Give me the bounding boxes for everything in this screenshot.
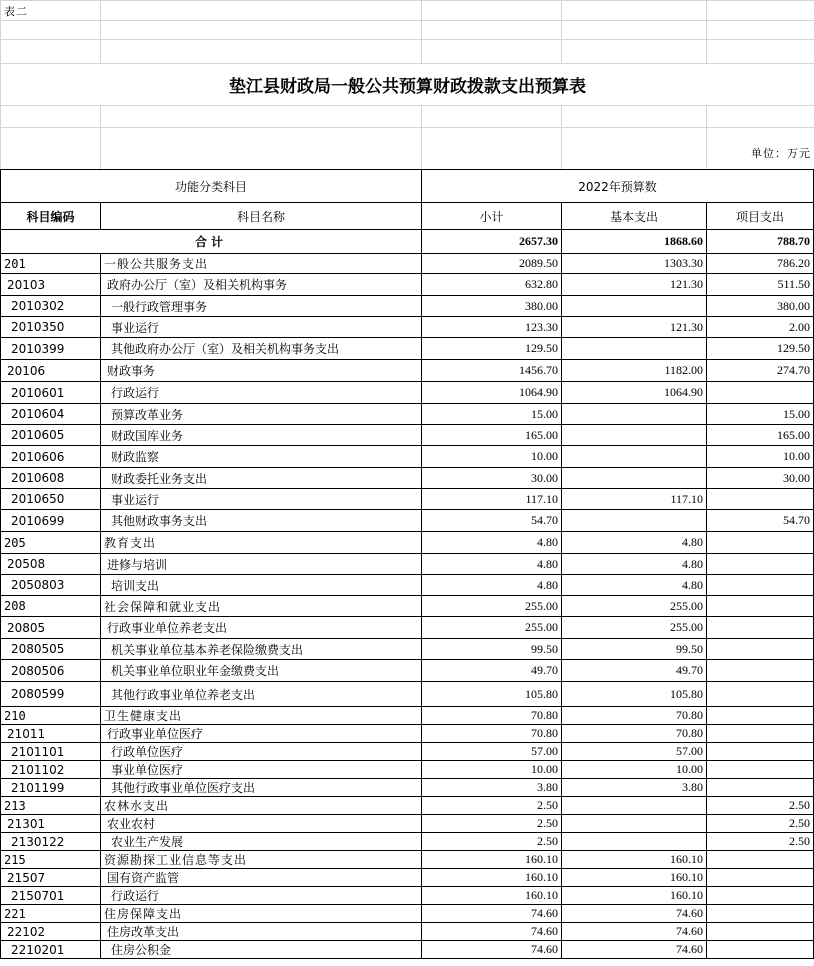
row-basic: 4.80 xyxy=(562,575,707,596)
row-subtotal: 4.80 xyxy=(422,575,562,596)
row-project xyxy=(707,743,814,761)
row-project: 2.50 xyxy=(707,815,814,833)
row-name: 进修与培训 xyxy=(101,554,422,575)
row-subtotal: 57.00 xyxy=(422,743,562,761)
row-name: 其他行政事业单位养老支出 xyxy=(101,682,422,707)
row-subtotal: 74.60 xyxy=(422,923,562,941)
table-row xyxy=(1,468,814,489)
table-row xyxy=(1,489,814,510)
row-basic xyxy=(562,833,707,851)
row-name: 住房公积金 xyxy=(101,941,422,959)
table-row xyxy=(1,575,814,596)
row-subtotal: 117.10 xyxy=(422,489,562,510)
row-basic: 74.60 xyxy=(562,923,707,941)
row-subtotal: 2.50 xyxy=(422,815,562,833)
table-row xyxy=(1,446,814,468)
table-row xyxy=(1,905,814,923)
table-row xyxy=(1,510,814,532)
row-subtotal: 2.50 xyxy=(422,797,562,815)
row-basic: 70.80 xyxy=(562,707,707,725)
row-subtotal: 255.00 xyxy=(422,617,562,639)
row-name: 政府办公厅（室）及相关机构事务 xyxy=(101,274,422,296)
row-basic: 121.30 xyxy=(562,317,707,338)
table-row xyxy=(1,707,814,725)
row-name: 住房保障支出 xyxy=(101,905,422,923)
row-subtotal: 3.80 xyxy=(422,779,562,797)
row-code: 213 xyxy=(1,797,101,815)
row-project: 54.70 xyxy=(707,510,814,532)
table-row xyxy=(1,941,814,959)
total-label: 合计 xyxy=(1,230,422,254)
table-row xyxy=(1,660,814,682)
row-name: 其他财政事务支出 xyxy=(101,510,422,532)
row-subtotal: 632.80 xyxy=(422,274,562,296)
row-project xyxy=(707,905,814,923)
row-basic: 160.10 xyxy=(562,887,707,905)
row-subtotal: 4.80 xyxy=(422,554,562,575)
row-basic xyxy=(562,338,707,360)
row-name: 行政运行 xyxy=(101,382,422,404)
table-row xyxy=(1,554,814,575)
total-row xyxy=(1,230,814,254)
table-row xyxy=(1,617,814,639)
row-subtotal: 255.00 xyxy=(422,596,562,617)
table-row xyxy=(1,869,814,887)
table-row xyxy=(1,923,814,941)
row-subtotal: 1064.90 xyxy=(422,382,562,404)
row-name: 一般公共服务支出 xyxy=(101,254,422,274)
row-code: 2010399 xyxy=(1,338,101,360)
row-project xyxy=(707,617,814,639)
row-basic: 70.80 xyxy=(562,725,707,743)
row-basic: 49.70 xyxy=(562,660,707,682)
row-name: 财政监察 xyxy=(101,446,422,468)
table-row xyxy=(1,639,814,660)
row-basic xyxy=(562,797,707,815)
row-code: 2080505 xyxy=(1,639,101,660)
row-subtotal: 15.00 xyxy=(422,404,562,425)
row-name: 机关事业单位职业年金缴费支出 xyxy=(101,660,422,682)
row-subtotal: 10.00 xyxy=(422,761,562,779)
row-subtotal: 160.10 xyxy=(422,869,562,887)
unit-label: 单位：万元 xyxy=(707,128,814,170)
table-row xyxy=(1,360,814,382)
table-row xyxy=(1,296,814,317)
row-project xyxy=(707,660,814,682)
table-row xyxy=(1,725,814,743)
row-name: 国有资产监管 xyxy=(101,869,422,887)
row-subtotal: 70.80 xyxy=(422,707,562,725)
page-title: 垫江县财政局一般公共预算财政拨款支出预算表 xyxy=(1,64,814,106)
row-code: 2130122 xyxy=(1,833,101,851)
header-basic: 基本支出 xyxy=(562,203,707,230)
row-subtotal: 4.80 xyxy=(422,532,562,554)
row-basic: 1303.30 xyxy=(562,254,707,274)
row-basic: 117.10 xyxy=(562,489,707,510)
row-project: 165.00 xyxy=(707,425,814,446)
row-project xyxy=(707,887,814,905)
row-name: 其他行政事业单位医疗支出 xyxy=(101,779,422,797)
row-basic: 74.60 xyxy=(562,905,707,923)
row-name: 事业单位医疗 xyxy=(101,761,422,779)
row-project: 274.70 xyxy=(707,360,814,382)
table-row xyxy=(1,317,814,338)
table-row xyxy=(1,761,814,779)
row-basic: 10.00 xyxy=(562,761,707,779)
sheet-top-area xyxy=(0,0,814,170)
row-code: 20103 xyxy=(1,274,101,296)
row-subtotal: 160.10 xyxy=(422,851,562,869)
row-project xyxy=(707,707,814,725)
budget-table xyxy=(0,169,814,959)
row-code: 2010650 xyxy=(1,489,101,510)
row-basic xyxy=(562,815,707,833)
row-subtotal: 49.70 xyxy=(422,660,562,682)
header-code: 科目编码 xyxy=(1,203,101,230)
row-subtotal: 380.00 xyxy=(422,296,562,317)
row-project xyxy=(707,682,814,707)
table-row xyxy=(1,682,814,707)
row-project: 129.50 xyxy=(707,338,814,360)
header-project: 项目支出 xyxy=(707,203,814,230)
row-project xyxy=(707,779,814,797)
row-name: 住房改革支出 xyxy=(101,923,422,941)
row-code: 2010604 xyxy=(1,404,101,425)
row-code: 2080506 xyxy=(1,660,101,682)
row-project: 380.00 xyxy=(707,296,814,317)
row-basic: 105.80 xyxy=(562,682,707,707)
row-project xyxy=(707,639,814,660)
row-code: 208 xyxy=(1,596,101,617)
row-subtotal: 1456.70 xyxy=(422,360,562,382)
row-name: 农业生产发展 xyxy=(101,833,422,851)
header-subtotal: 小计 xyxy=(422,203,562,230)
row-subtotal: 10.00 xyxy=(422,446,562,468)
row-project: 10.00 xyxy=(707,446,814,468)
header-functional-classification: 功能分类科目 xyxy=(1,170,422,203)
row-project xyxy=(707,725,814,743)
total-subtotal: 2657.30 xyxy=(422,230,562,254)
table-row xyxy=(1,254,814,274)
row-name: 行政运行 xyxy=(101,887,422,905)
row-project xyxy=(707,554,814,575)
row-name: 其他政府办公厅（室）及相关机构事务支出 xyxy=(101,338,422,360)
table-row xyxy=(1,382,814,404)
row-basic: 99.50 xyxy=(562,639,707,660)
row-project: 2.00 xyxy=(707,317,814,338)
row-subtotal: 129.50 xyxy=(422,338,562,360)
row-basic: 4.80 xyxy=(562,532,707,554)
row-name: 行政事业单位养老支出 xyxy=(101,617,422,639)
row-name: 行政事业单位医疗 xyxy=(101,725,422,743)
row-basic xyxy=(562,446,707,468)
row-project xyxy=(707,575,814,596)
row-subtotal: 2089.50 xyxy=(422,254,562,274)
row-subtotal: 165.00 xyxy=(422,425,562,446)
row-code: 221 xyxy=(1,905,101,923)
row-subtotal: 54.70 xyxy=(422,510,562,532)
total-basic: 1868.60 xyxy=(562,230,707,254)
table-row xyxy=(1,532,814,554)
table-row xyxy=(1,887,814,905)
row-code: 2010350 xyxy=(1,317,101,338)
row-basic: 160.10 xyxy=(562,851,707,869)
total-project: 788.70 xyxy=(707,230,814,254)
row-subtotal: 74.60 xyxy=(422,941,562,959)
row-project xyxy=(707,923,814,941)
row-code: 2010699 xyxy=(1,510,101,532)
row-code: 20106 xyxy=(1,360,101,382)
row-project: 30.00 xyxy=(707,468,814,489)
row-basic xyxy=(562,404,707,425)
row-name: 资源勘探工业信息等支出 xyxy=(101,851,422,869)
row-name: 财政委托业务支出 xyxy=(101,468,422,489)
row-subtotal: 30.00 xyxy=(422,468,562,489)
row-name: 事业运行 xyxy=(101,489,422,510)
row-code: 2010605 xyxy=(1,425,101,446)
row-basic xyxy=(562,425,707,446)
row-code: 2210201 xyxy=(1,941,101,959)
row-subtotal: 2.50 xyxy=(422,833,562,851)
row-name: 社会保障和就业支出 xyxy=(101,596,422,617)
row-name: 财政国库业务 xyxy=(101,425,422,446)
row-basic: 1182.00 xyxy=(562,360,707,382)
row-project xyxy=(707,941,814,959)
row-code: 21507 xyxy=(1,869,101,887)
row-subtotal: 123.30 xyxy=(422,317,562,338)
row-project xyxy=(707,532,814,554)
row-code: 2080599 xyxy=(1,682,101,707)
row-name: 行政单位医疗 xyxy=(101,743,422,761)
row-code: 2101101 xyxy=(1,743,101,761)
row-name: 事业运行 xyxy=(101,317,422,338)
row-subtotal: 105.80 xyxy=(422,682,562,707)
row-name: 一般行政管理事务 xyxy=(101,296,422,317)
row-code: 215 xyxy=(1,851,101,869)
row-code: 2150701 xyxy=(1,887,101,905)
row-basic: 3.80 xyxy=(562,779,707,797)
table-row xyxy=(1,274,814,296)
row-subtotal: 160.10 xyxy=(422,887,562,905)
row-basic: 121.30 xyxy=(562,274,707,296)
row-project xyxy=(707,851,814,869)
row-project xyxy=(707,596,814,617)
row-code: 2101199 xyxy=(1,779,101,797)
row-project: 2.50 xyxy=(707,797,814,815)
row-project xyxy=(707,489,814,510)
table-row xyxy=(1,851,814,869)
row-code: 20508 xyxy=(1,554,101,575)
row-project: 15.00 xyxy=(707,404,814,425)
row-project: 2.50 xyxy=(707,833,814,851)
table-row xyxy=(1,338,814,360)
table-row xyxy=(1,779,814,797)
row-basic xyxy=(562,296,707,317)
row-basic xyxy=(562,510,707,532)
row-project: 511.50 xyxy=(707,274,814,296)
header-name: 科目名称 xyxy=(101,203,422,230)
row-project: 786.20 xyxy=(707,254,814,274)
row-subtotal: 99.50 xyxy=(422,639,562,660)
row-project xyxy=(707,869,814,887)
row-code: 2010302 xyxy=(1,296,101,317)
table-row xyxy=(1,404,814,425)
row-name: 机关事业单位基本养老保险缴费支出 xyxy=(101,639,422,660)
table-row xyxy=(1,596,814,617)
row-code: 22102 xyxy=(1,923,101,941)
row-subtotal: 70.80 xyxy=(422,725,562,743)
row-basic: 4.80 xyxy=(562,554,707,575)
row-code: 20805 xyxy=(1,617,101,639)
row-name: 培训支出 xyxy=(101,575,422,596)
row-code: 2010601 xyxy=(1,382,101,404)
table-row xyxy=(1,815,814,833)
row-project xyxy=(707,761,814,779)
row-code: 210 xyxy=(1,707,101,725)
row-basic: 1064.90 xyxy=(562,382,707,404)
row-name: 预算改革业务 xyxy=(101,404,422,425)
row-basic: 74.60 xyxy=(562,941,707,959)
header-budget-year: 2022年预算数 xyxy=(422,170,814,203)
row-basic: 160.10 xyxy=(562,869,707,887)
table-row xyxy=(1,425,814,446)
row-project xyxy=(707,382,814,404)
table-row xyxy=(1,833,814,851)
row-basic: 57.00 xyxy=(562,743,707,761)
row-code: 2010608 xyxy=(1,468,101,489)
row-code: 2010606 xyxy=(1,446,101,468)
row-subtotal: 74.60 xyxy=(422,905,562,923)
row-basic: 255.00 xyxy=(562,596,707,617)
row-basic: 255.00 xyxy=(562,617,707,639)
row-code: 2101102 xyxy=(1,761,101,779)
row-basic xyxy=(562,468,707,489)
row-name: 教育支出 xyxy=(101,532,422,554)
sheet-label: 表二 xyxy=(1,1,101,21)
row-code: 2050803 xyxy=(1,575,101,596)
row-name: 农林水支出 xyxy=(101,797,422,815)
row-name: 卫生健康支出 xyxy=(101,707,422,725)
row-code: 21011 xyxy=(1,725,101,743)
row-code: 21301 xyxy=(1,815,101,833)
table-row xyxy=(1,743,814,761)
table-row xyxy=(1,797,814,815)
row-name: 财政事务 xyxy=(101,360,422,382)
row-code: 201 xyxy=(1,254,101,274)
row-code: 205 xyxy=(1,532,101,554)
row-name: 农业农村 xyxy=(101,815,422,833)
